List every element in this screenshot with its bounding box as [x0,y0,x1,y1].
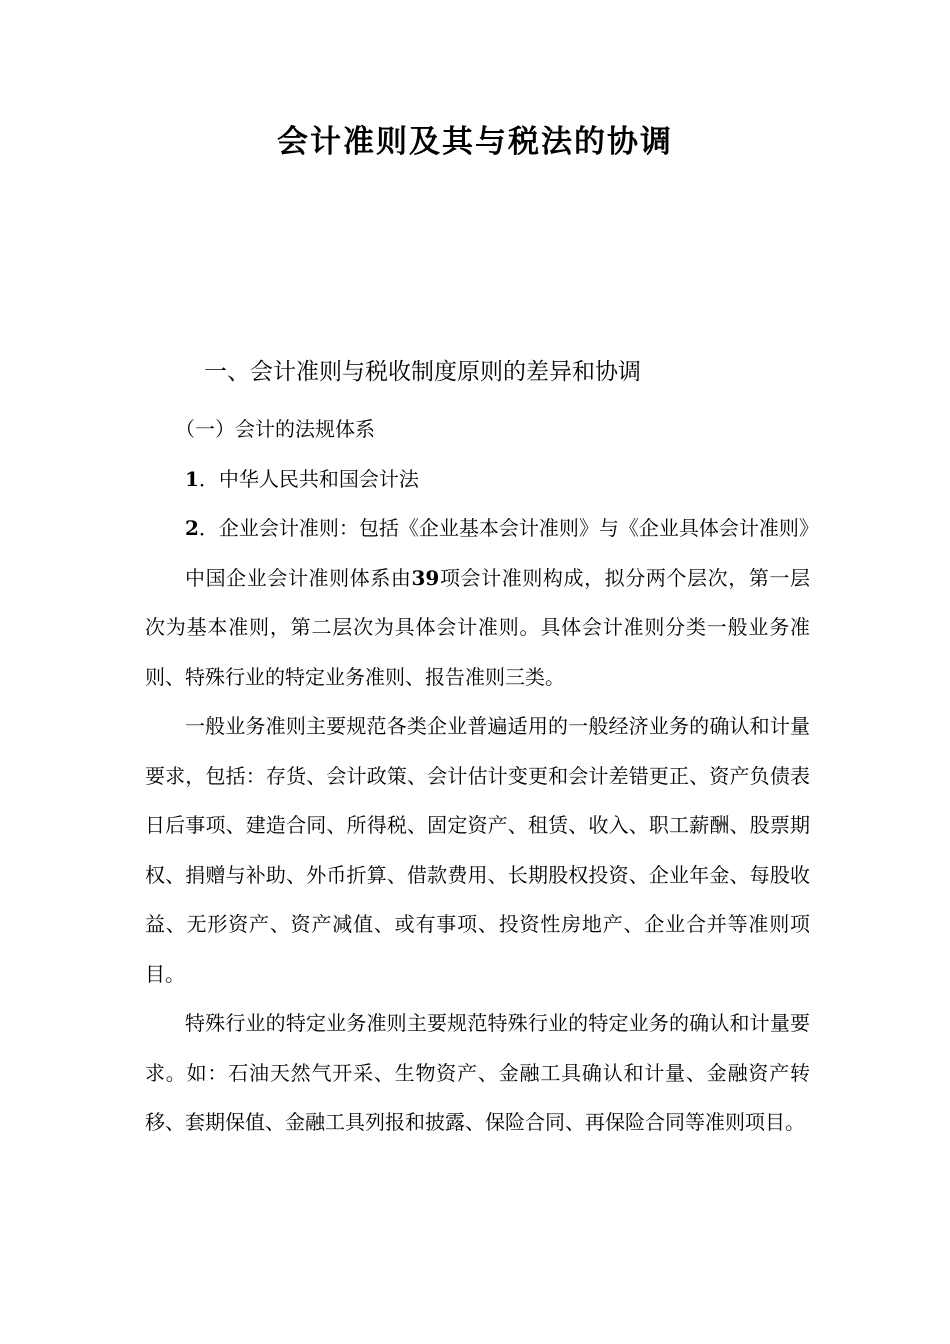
paragraph-text: 中国企业会计准则体系由 [185,565,412,590]
item-text: ．中华人民共和国会计法 [198,466,419,491]
paragraph: 一般业务准则主要规范各类企业普遍适用的一般经济业务的确认和计量要求，包括：存货、会计政策、会计估计变更和会计差错更正、资产负债表日后事项、建造合同、所得税、固定资产、租赁、收入、职工薪酬、股票期权、捐赠与补助、外币折算、借款费用、长期股权投资、企业年金、每股收益、无形资产、资产减值、或有事项、投资性房地产、企业合并等准则项目。 [145,714,810,986]
document-body [145,405,819,1148]
item-text: ．企业会计准则：包括《企业基本会计准则》与《企业具体会计准则》 [198,516,819,540]
subsection-heading: （一）会计的法规体系 [175,417,375,441]
document-title: 会计准则及其与税法的协调 [277,124,673,160]
paragraph-text: 项会计准则构成，拟分两个层次，第一层次为基本准则，第二层次为具体会计准则。具体会计准则分类一般业务准则、特殊行业的特定业务准则、报告准则三类。 [145,565,811,689]
paragraph: 特殊行业的特定业务准则主要规范特殊行业的特定业务的确认和计量要求。如：石油天然气开采、生物资产、金融工具确认和计量、金融资产转移、套期保值、金融工具列报和披露、保险合同、再保险合同等准则项目。 [145,1011,810,1134]
list-item [145,455,810,505]
section-heading: 一、会计准则与税收制度原则的差异和协调 [204,359,641,385]
list-item [145,504,819,554]
standard-count: 39 [411,565,440,590]
item-number: 2 [185,516,199,540]
paragraph [145,554,810,703]
item-number: 1 [185,466,199,491]
